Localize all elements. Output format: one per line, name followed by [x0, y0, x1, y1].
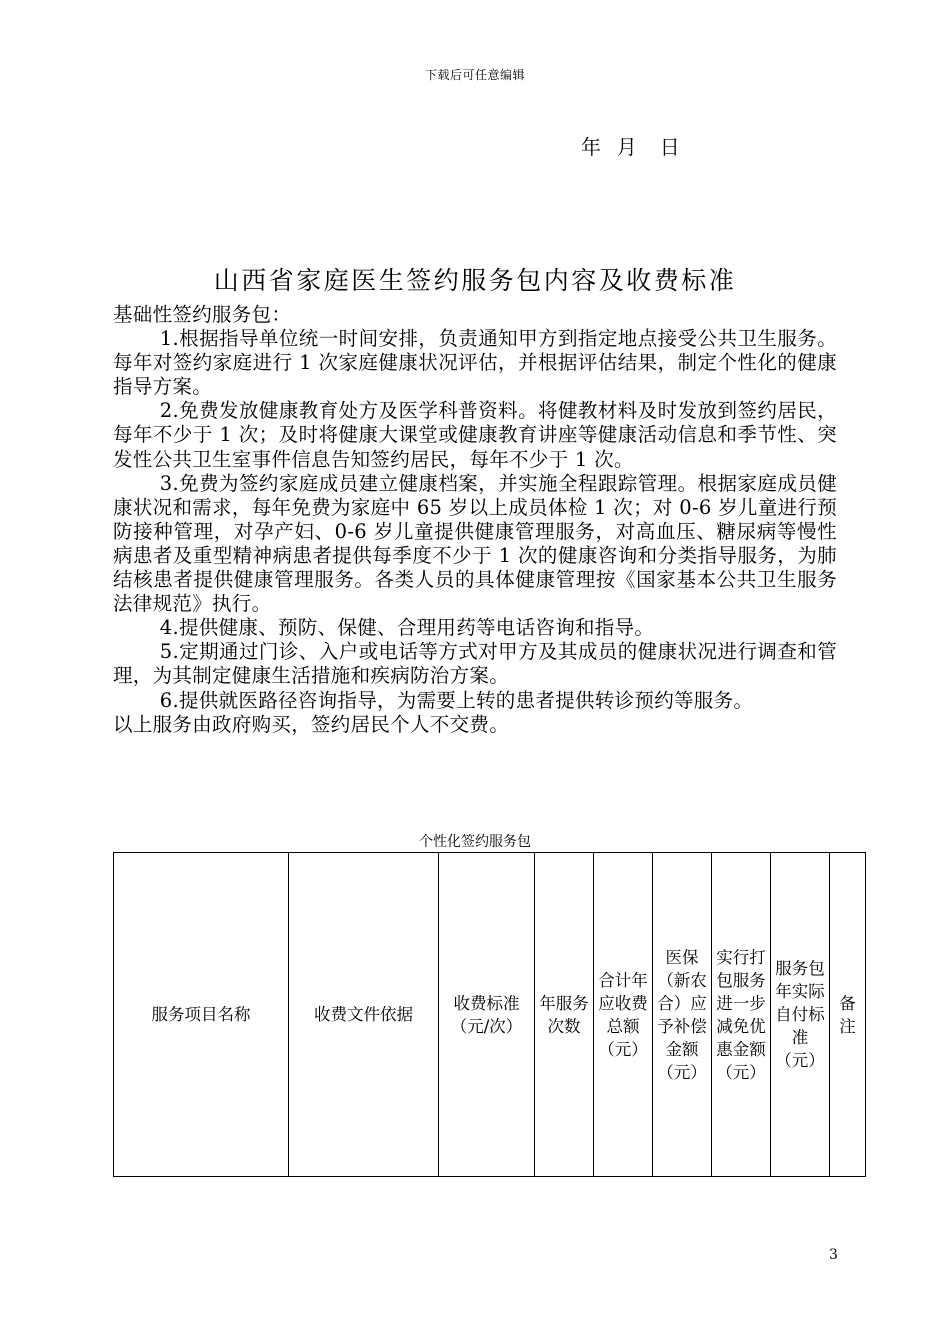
- paragraph-item-3: 3.免费为签约家庭成员建立健康档案，并实施全程跟踪管理。根据家庭成员健康状况和需求，每年免费为家庭中 65 岁以上成员体检 1 次；对 0-6 岁儿童进行预防接种管理，对孕产妇、0-6 岁儿童提供健康管理服务，对高血压、糖尿病等慢性病患者及重型精神病患者提供每季度不少于 1 次的健康咨询和分类指导服务，为肺结核患者提供健康管理服务。各类人员的具体健康管理按《国家基本公共卫生服务法律规范》执行。: [113, 471, 837, 616]
- table-caption: 个性化签约服务包: [419, 834, 531, 850]
- header-insurance-compensation: 医保（新农合）应予补偿金额（元）: [653, 853, 712, 1177]
- header-fee-standard: 收费标准（元/次）: [439, 853, 535, 1177]
- document-title: 山西省家庭医生签约服务包内容及收费标准: [213, 266, 737, 295]
- header-self-pay-standard: 服务包年实际自付标准（元）: [771, 853, 830, 1177]
- paragraph-closing-note: 以上服务由政府购买，签约居民个人不交费。: [113, 712, 510, 736]
- header-remarks: 备注: [830, 853, 866, 1177]
- body-text: [113, 303, 837, 737]
- paragraph-item-1: 1.根据指导单位统一时间安排，负责通知甲方到指定地点接受公共卫生服务。每年对签约家庭进行 1 次家庭健康状况评估，并根据评估结果，制定个性化的健康指导方案。: [113, 327, 837, 399]
- header-total-annual-fee: 合计年应收费总额（元）: [594, 853, 653, 1177]
- paragraph-item-6: 6.提供就医路径咨询指导，为需要上转的患者提供转诊预约等服务。: [159, 688, 754, 712]
- header-package-discount: 实行打包服务进一步减免优惠金额（元）: [712, 853, 771, 1177]
- paragraph-item-4: 4.提供健康、预防、保健、合理用药等电话咨询和指导。: [159, 616, 655, 640]
- page-number: 3: [829, 1247, 838, 1263]
- paragraph-item-5: 5.定期通过门诊、入户或电话等方式对甲方及其成员的健康状况进行调查和管理，为其制定健康生活措施和疾病防治方案。: [113, 640, 837, 688]
- date-line: 年 月 日: [581, 135, 681, 159]
- table-header-row: [114, 853, 866, 1177]
- header-annual-service-count: 年服务次数: [535, 853, 594, 1177]
- header-service-item-name: 服务项目名称: [114, 853, 289, 1177]
- header-note: 下载后可任意编辑: [424, 68, 525, 82]
- personalized-service-table: [113, 852, 866, 1177]
- header-fee-document-basis: 收费文件依据: [289, 853, 439, 1177]
- paragraph-item-2: 2.免费发放健康教育处方及医学科普资料。将健教材料及时发放到签约居民，每年不少于 1 次；及时将健康大课堂或健康教育讲座等健康活动信息和季节性、突发性公共卫生室事件信息告知签约居民，每年不少于 1 次。: [113, 399, 837, 471]
- section-heading-basic: 基础性签约服务包：: [113, 303, 292, 326]
